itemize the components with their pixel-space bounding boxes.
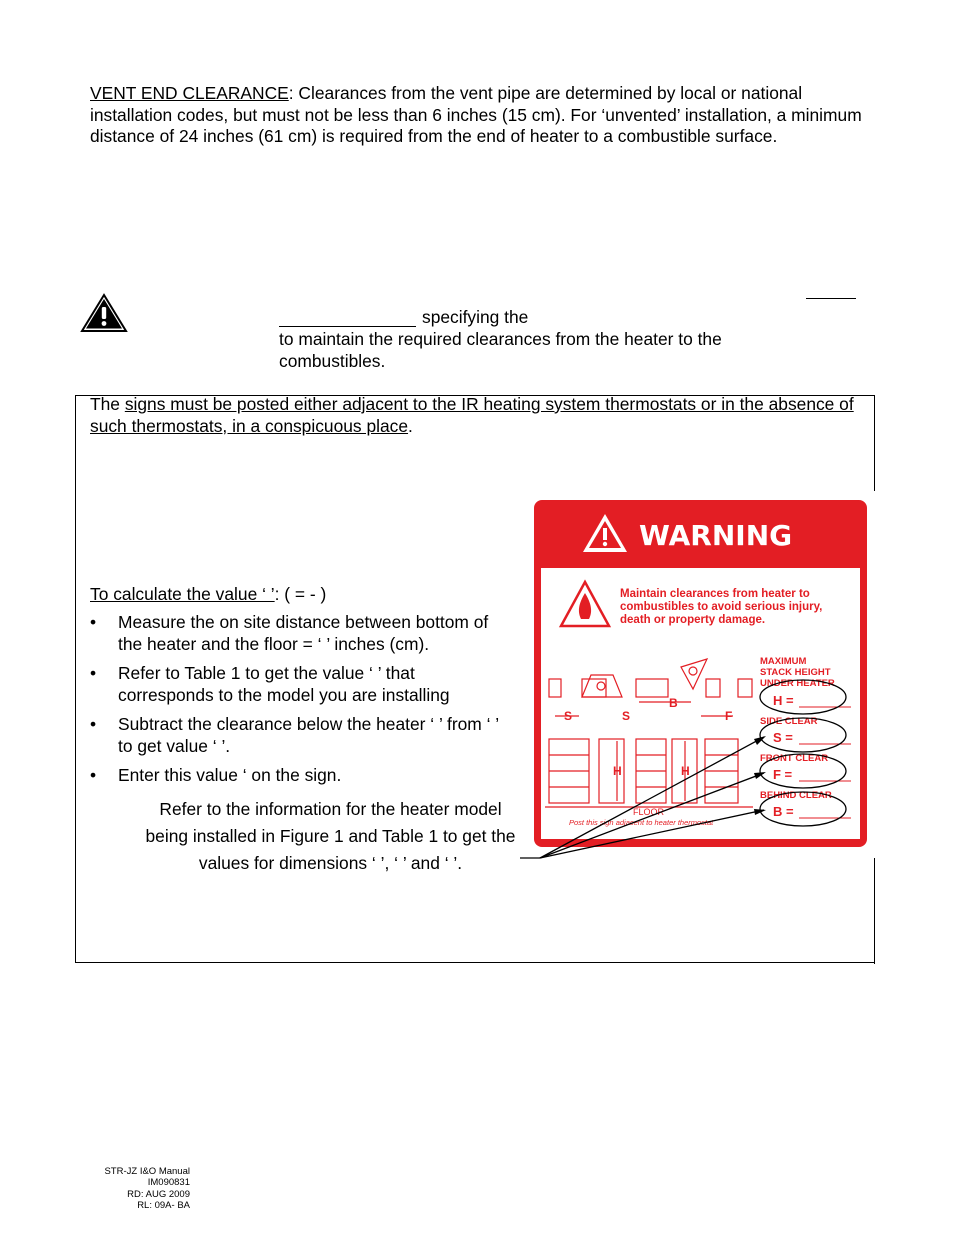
floor-label: FLOOR [633,807,665,817]
dim-label-h: H [681,764,690,778]
max-stack-title: MAXIMUM [760,656,807,667]
calc-heading [90,584,326,606]
footer-line: RD: AUG 2009 [127,1188,190,1200]
front-clear-title: FRONT CLEAR [760,753,829,764]
blank-underline [806,298,856,299]
h-field: H = [773,693,794,708]
blank-underline [279,326,416,327]
dim-label-s: S [564,709,573,723]
label-message-line: Maintain clearances from heater to [620,588,810,600]
max-stack-title: STACK HEIGHT [760,667,831,678]
posting-prefix: The [90,394,125,414]
calc-note: Refer to the information for the heater model being installed in Figure 1 and Table 1 to get the values for dimensions ‘ ’, ‘ ’ and ‘ ’. [145,799,516,873]
dim-label-b: B [669,696,678,710]
warning-triangle-icon [80,293,128,333]
box-border-segment [874,395,875,491]
posting-suffix: . [408,415,413,436]
document-footer [90,1166,190,1211]
warning-text-line1: specifying the [422,307,529,327]
dim-label-h: H [613,764,622,778]
list-item: • Enter this value ‘ on the sign. [90,765,510,787]
warning-sign-label [533,499,868,849]
warning-text-line2: to maintain the required clearances from the heater to the combustibles. [279,329,722,371]
posting-underlined: signs must be posted either adjacent to the IR heating system thermostats or in the absence of such thermostats, in a conspicuous place [90,394,854,436]
label-message-line: death or property damage. [620,614,766,626]
list-item: • Refer to Table 1 to get the value ‘ ’ that corresponds to the model you are installing [90,663,510,706]
vent-clearance-heading: VENT END CLEARANCE [90,83,289,103]
dim-label-f: F [725,709,733,723]
b-field: B = [773,804,794,819]
posting-paragraph [90,394,860,437]
vent-clearance-paragraph [90,83,880,148]
footer-line: RL: 09A- BA [137,1199,190,1211]
footer-line: IM090831 [147,1177,190,1189]
list-item: • Subtract the clearance below the heater ‘ ’ from ‘ ’ to get value ‘ ’. [90,714,510,757]
s-field: S = [773,730,793,745]
max-stack-title: UNDER HEATER [760,678,835,689]
box-border-segment [874,858,875,964]
list-item: • Measure the on site distance between bottom of the heater and the floor = ‘ ’ inches (cm). [90,612,510,655]
label-message-line: combustibles to avoid serious injury, [620,601,823,613]
footer-line: STR-JZ I&O Manual [104,1166,190,1177]
calc-steps-list [90,612,510,795]
side-clear-title: SIDE CLEAR [760,716,818,727]
label-header: WARNING [639,519,793,552]
dim-label-s: S [622,709,631,723]
calc-formula: : ( = - ) [274,584,327,604]
calc-title: To calculate the value ‘ ’ [90,584,275,604]
f-field: F = [773,767,793,782]
post-note: Post this sign adjacent to heater thermostat [569,818,714,827]
behind-clear-title: BEHIND CLEAR [760,790,832,801]
vent-clearance-text: : Clearances from the vent pipe are determined by local or national installation codes, but must not be less than 6 inches (15 cm). For ‘unvented’ installation, a minimum distance of 24 inches (61 cm) is required from the end of heater to a combustible surface. [90,83,862,146]
